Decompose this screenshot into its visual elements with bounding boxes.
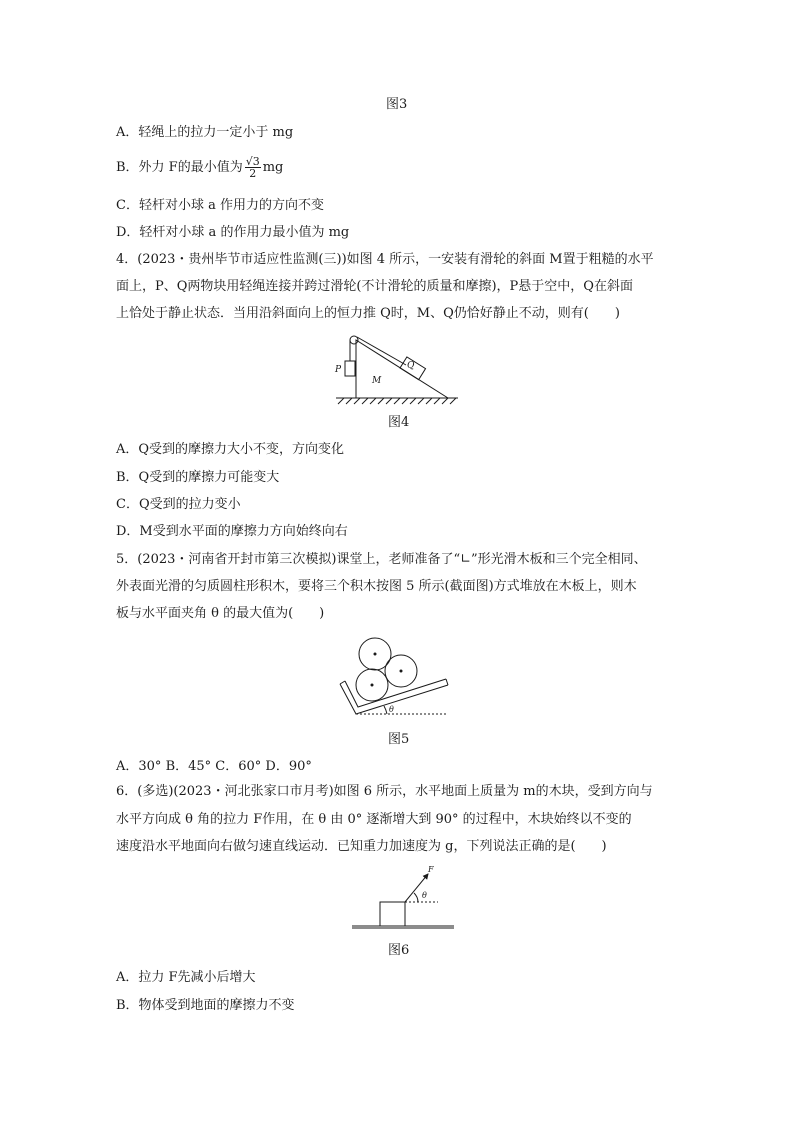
board-inner-edge — [345, 679, 446, 707]
q6-stem-line-3: 速度沿水平地面向右做匀速直线运动．已知重力加速度为 g，下列说法正确的是( ) — [116, 839, 607, 854]
q5-stem-line-1: 5．(2023・河南省开封市第三次模拟)课堂上，老师准备了“∟”形光滑木板和三个完全相同、 — [116, 552, 647, 567]
label-F: F — [428, 865, 434, 874]
label-Q: Q — [407, 361, 415, 371]
q4-stem-line-1: 4．(2023・贵州毕节市适应性监测(三))如图 4 所示，一安装有滑轮的斜面 M置于粗糙的水平 — [116, 252, 654, 267]
q6-option-a: A．拉力 F先减小后增大 — [116, 970, 256, 985]
label-P: P — [335, 365, 342, 375]
q3-option-c: C．轻杆对小球 a 作用力的方向不变 — [116, 198, 324, 213]
q3-option-d: D．轻杆对小球 a 的作用力最小值为 mg — [116, 225, 350, 240]
figure-3-caption: 图3 — [386, 97, 408, 112]
q4-option-b: B．Q受到的摩擦力可能变大 — [116, 470, 280, 485]
label-theta: θ — [389, 705, 394, 714]
q4-option-c: C．Q受到的拉力变小 — [116, 497, 241, 512]
q4-stem-line-2: 面上，P、Q两物块用轻绳连接并跨过滑轮(不计滑轮的质量和摩擦)，P悬于空中，Q在斜面 — [116, 279, 633, 294]
fraction-numerator: √3 — [245, 155, 260, 168]
ground-hatching — [338, 398, 456, 404]
figure-5-diagram — [338, 628, 458, 720]
q6-stem-line-1: 6．(多选)(2023・河北张家口市月考)如图 6 所示，水平地面上质量为 m的木块，受到方向与 — [116, 784, 653, 799]
fraction-denominator: 2 — [249, 167, 257, 180]
label-M: M — [372, 376, 382, 386]
q3-option-b — [116, 156, 283, 179]
wooden-block — [380, 902, 405, 926]
q5-stem-line-2: 外表面光滑的匀质圆柱形积木，要将三个积木按图 5 所示(截面图)方式堆放在木板上，则木 — [116, 579, 637, 594]
q5-options: A．30° B．45° C．60° D．90° — [116, 759, 312, 774]
figure-4-diagram — [330, 330, 465, 408]
block-P — [345, 361, 355, 376]
q4-option-d: D．M受到水平面的摩擦力方向始终向右 — [116, 524, 348, 539]
figure-4-caption: 图4 — [388, 415, 410, 430]
q3-option-a: A．轻绳上的拉力一定小于 mg — [116, 125, 294, 140]
q4-option-a: A．Q受到的摩擦力大小不变，方向变化 — [116, 442, 345, 457]
sqrt3-over-2-fraction — [245, 156, 261, 179]
q6-stem-line-2: 水平方向成 θ 角的拉力 F作用，在 θ 由 0° 逐渐增大到 90° 的过程中，木块始终以不变的 — [116, 812, 632, 827]
q6-option-b: B．物体受到地面的摩擦力不变 — [116, 998, 295, 1013]
q3-option-b-prefix: B．外力 F的最小值为 — [116, 160, 243, 175]
angle-arc-theta — [414, 893, 418, 902]
q3-option-b-suffix: mg — [262, 160, 284, 175]
q5-stem-line-3: 板与水平面夹角 θ 的最大值为( ) — [116, 606, 325, 621]
figure-6-diagram — [348, 862, 458, 932]
q4-stem-line-3: 上恰处于静止状态．当用沿斜面向上的恒力推 Q时，M、Q仍恰好静止不动，则有( ) — [116, 306, 620, 321]
rope-to-Q — [357, 337, 406, 365]
figure-5-caption: 图5 — [388, 732, 410, 747]
angle-arc-theta — [384, 706, 387, 714]
label-theta: θ — [422, 891, 427, 900]
figure-6-caption: 图6 — [388, 943, 410, 958]
